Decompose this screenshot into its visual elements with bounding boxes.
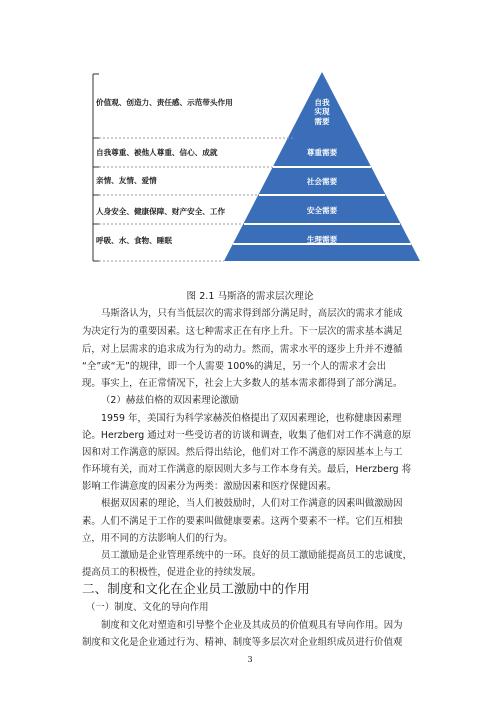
paragraph-line: 马斯洛认为，只有当低层次的需求得到部分满足时，高层次的需求才能成 [101, 308, 403, 319]
paragraph-line: 现。事实上，在正常情况下，社会上大多数人的基本需求都得到了部分满足。 [82, 378, 403, 389]
paragraph-line: 1959 年，美国行为科学家赫茨伯格提出了双因素理论，也称健康因素理 [101, 413, 402, 424]
figure-caption: 图 2.1 马斯洛的需求层次理论 [186, 291, 314, 302]
page-number: 3 [247, 655, 253, 664]
level-label-social: 亲情、友情、爱情 [96, 176, 157, 185]
level-label-safety: 人身安全、健康保障、财产安全、工作 [96, 207, 226, 216]
section-heading: 二、制度和文化在企业员工激励中的作用 [82, 581, 310, 596]
subsection-heading: （一）制度、文化的导向作用 [86, 602, 209, 613]
level-label-esteem: 自我尊重、被他人尊重、信心、成就 [96, 148, 218, 157]
paragraph-line: 制度和文化对塑造和引导整个企业及其成员的价值观具有导向作用。因为 [101, 620, 403, 631]
tag-social: 社会需要 [306, 177, 338, 186]
paragraph-line: “全”或“无”的规律，即一个人需要 100%的满足，另一个人的需求才会出 [82, 361, 387, 372]
paragraph-line: 员工激励是企业管理系统中的一环。良好的员工激励能提高员工的忠诚度， [101, 550, 413, 561]
paragraph-line: 制度和文化是企业通过行为、精神、制度等多层次对企业组织成员进行价值观 [82, 637, 403, 648]
tag-safety: 安全需要 [306, 206, 338, 215]
maslow-pyramid-figure [86, 70, 420, 266]
paragraph-line: 提高员工的积极性，促进企业的持续发展。 [82, 567, 262, 578]
tag-physiological: 生理需要 [306, 235, 338, 244]
paragraph-line: 根据双因素的理论，当人们被鼓励时，人们对工作满意的因素叫做激励因 [101, 498, 403, 509]
paragraph-line: 因和对工作满意的原因。然后得出结论，他们对工作不满意的原因基本上与工 [82, 447, 403, 458]
tag-self-actualization: 自我 实现 需要 [314, 98, 330, 126]
level-label-self-actualization: 价值观、创造力、责任感、示范带头作用 [96, 98, 233, 107]
level-label-physiological: 呼吸、水、食物、睡眠 [96, 236, 172, 245]
subsection-heading: （2）赫兹伯格的双因素理论激励 [101, 395, 239, 406]
paragraph-line: 作环境有关，而对工作满意的原因则大多与工作本身有关。最后，Herzberg 将 [82, 464, 412, 475]
tag-esteem: 尊重需要 [306, 148, 338, 157]
paragraph-line: 立，用不同的方法影响人们的行为。 [82, 533, 233, 544]
paragraph-line: 素。人们不满足于工作的要素叫做健康要素。这两个要素不一样。它们互相独 [82, 516, 403, 527]
paragraph-line: 论。Herzberg 通过对一些受访者的访谈和调查，收集了他们对工作不满意的原 [82, 430, 412, 441]
paragraph-line: 后，对上层需求的追求成为行为的动力。然而，需求水平的逐步上升并不遵循 [82, 344, 403, 355]
paragraph-line: 影响工作满意度的因素分为两类：激励因素和医疗保健因素。 [82, 481, 337, 492]
paragraph-line: 为决定行为的重要因素。这七种需求正在有序上升。下一层次的需求基本满足 [82, 326, 403, 337]
